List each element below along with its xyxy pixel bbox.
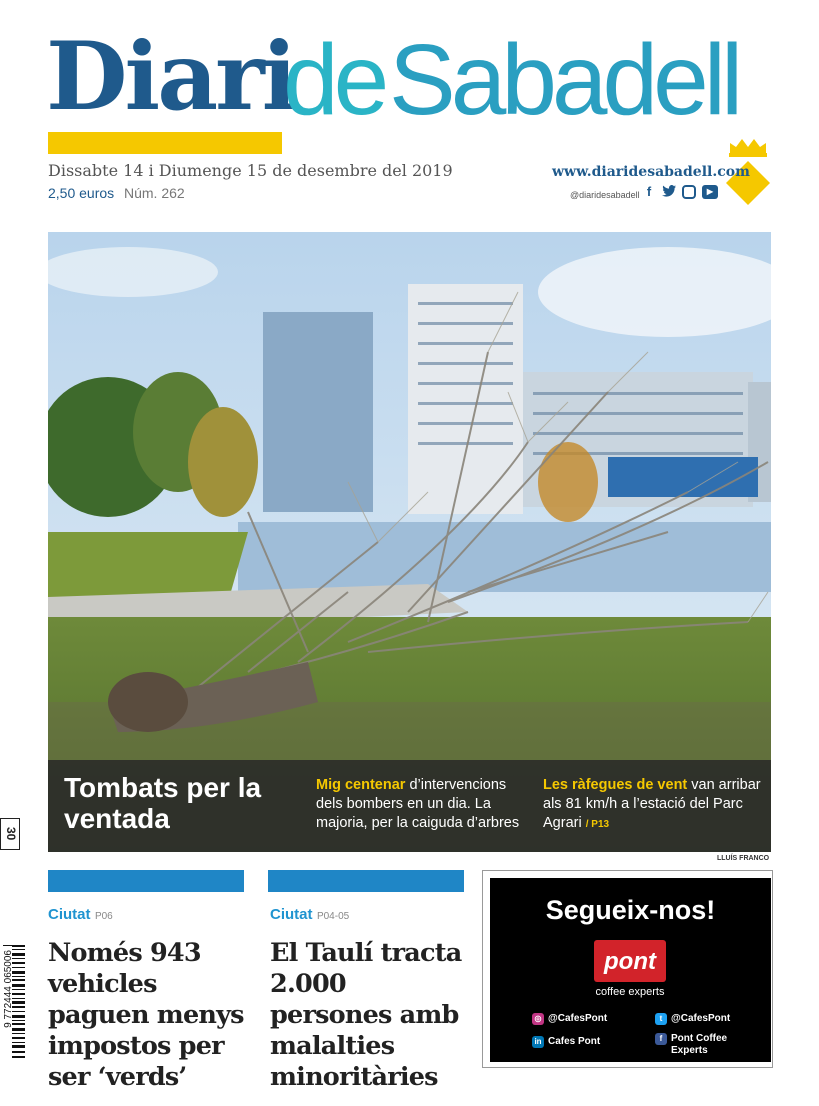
masthead-diari: Diari xyxy=(46,22,295,132)
youtube-icon[interactable]: ▶ xyxy=(702,185,718,199)
story-2-page: P04-05 xyxy=(316,911,350,922)
story-2-section-label: Ciutat xyxy=(270,906,313,923)
lead-summary-1 xyxy=(316,776,531,833)
issue-date: Dissabte 14 i Diumenge 15 de desembre del 2019 xyxy=(48,161,453,180)
instagram-icon[interactable] xyxy=(682,185,696,199)
ad-facebook[interactable] xyxy=(655,1033,765,1057)
side-tab: 30 xyxy=(0,818,20,850)
barcode-digits: 9 772444 065006 xyxy=(3,950,14,1028)
ad-linkedin[interactable] xyxy=(532,1036,600,1048)
facebook-icon: f xyxy=(655,1033,667,1045)
ad-instagram[interactable] xyxy=(532,1013,607,1025)
lead-summary-1-text: d’intervencions dels bombers en un dia. La majoria, per la caiguda d’arbres xyxy=(316,777,520,831)
twitter-icon: t xyxy=(655,1013,667,1025)
ad-facebook-label: Pont Coffee Experts xyxy=(671,1033,728,1056)
story-2-band xyxy=(268,870,464,892)
social-handle: @diaridesabadell xyxy=(570,190,640,200)
pont-tagline: coffee experts xyxy=(595,986,665,998)
lead-summary-2-highlight: Les ràfegues de vent xyxy=(543,777,688,793)
social-icons xyxy=(642,185,718,199)
photo-credit: LLUÍS FRANCO xyxy=(717,855,770,862)
story-1-headline[interactable]: Només 943 vehicles paguen menys impostos per ser ‘verds’ xyxy=(48,938,244,1092)
story-1-page: P06 xyxy=(94,911,113,922)
story-1-band xyxy=(48,870,244,892)
story-1-section-label: Ciutat xyxy=(48,906,91,923)
ad-twitter[interactable] xyxy=(655,1013,730,1025)
pont-logo: pont xyxy=(594,940,666,982)
ad-instagram-label: @CafesPont xyxy=(548,1013,608,1024)
lead-headline[interactable]: Tombats per la ventada xyxy=(64,772,262,834)
website-link[interactable]: www.diaridesabadell.com xyxy=(552,164,750,180)
story-2-headline[interactable]: El Taulí tracta 2.000 persones amb malalties minoritàries xyxy=(270,938,462,1092)
issue-number: Núm. 262 xyxy=(124,185,185,201)
story-2-section xyxy=(270,906,349,924)
instagram-icon: ◎ xyxy=(532,1013,544,1025)
lead-summary-2-text: van arribar als 81 km/h a l’estació del Parc Agrari xyxy=(543,777,761,831)
facebook-icon[interactable]: f xyxy=(646,184,652,199)
lead-summary-1-highlight: Mig centenar xyxy=(316,777,406,793)
linkedin-icon: in xyxy=(532,1036,544,1048)
masthead-yellow-bar xyxy=(48,132,282,154)
ad-title: Segueix-nos! xyxy=(545,895,716,925)
ad-twitter-label: @CafesPont xyxy=(671,1013,731,1024)
story-1-section xyxy=(48,906,113,924)
lead-summary-2 xyxy=(543,776,763,834)
twitter-icon[interactable] xyxy=(662,185,676,199)
masthead-de: de xyxy=(283,24,385,136)
lead-photo xyxy=(48,232,771,852)
ad-linkedin-label: Cafes Pont xyxy=(548,1036,601,1047)
issue-price: 2,50 euros xyxy=(48,185,115,201)
lead-page-ref[interactable]: / P13 xyxy=(585,819,610,830)
masthead-sabadell: Sabadell xyxy=(389,24,739,136)
